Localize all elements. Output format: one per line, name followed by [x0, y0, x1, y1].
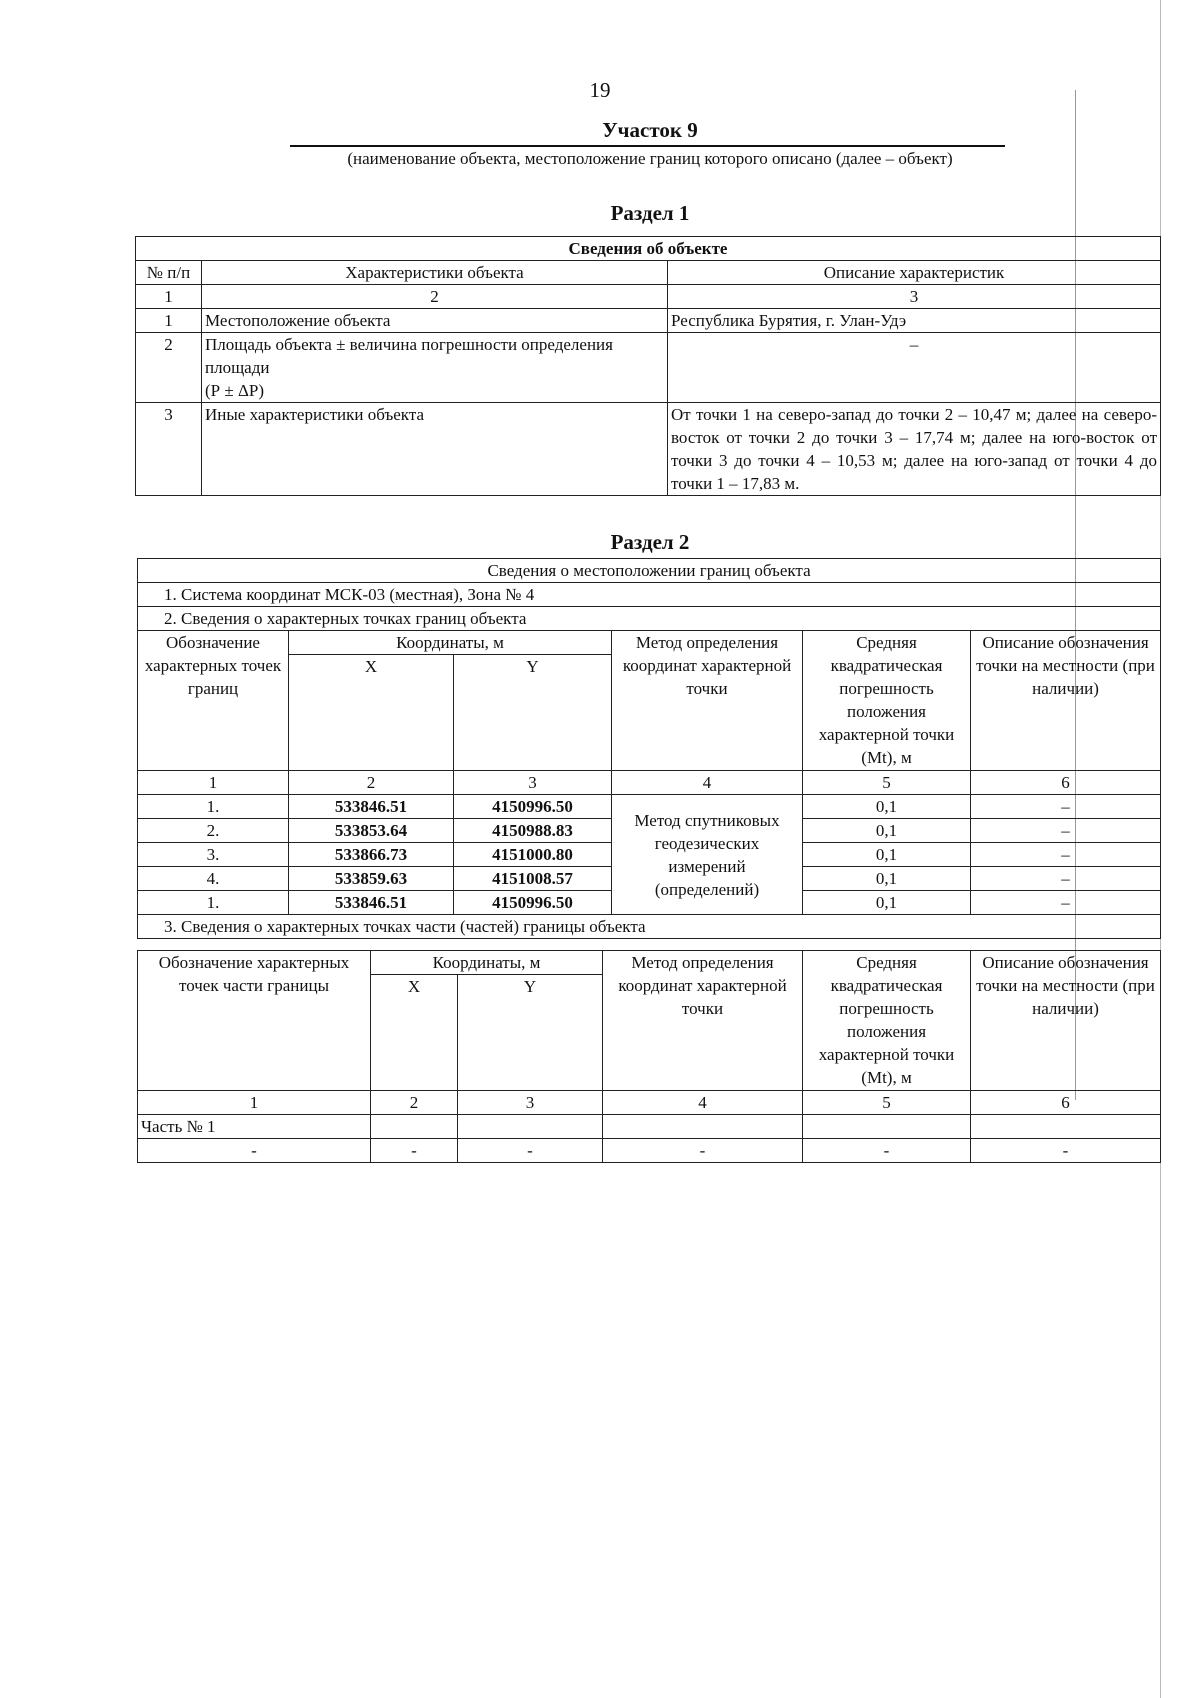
point-y: 4150996.50 [454, 891, 612, 915]
point-x: 533859.63 [289, 867, 454, 891]
header-num: № п/п [136, 261, 202, 285]
row-desc: – [668, 333, 1161, 403]
document-subtitle: (наименование объекта, местоположение границ которого описано (далее – объект) [347, 149, 953, 168]
point-mt: 0,1 [803, 843, 971, 867]
document-title: Участок 9 [602, 118, 698, 142]
header-description: Описание характеристик [668, 261, 1161, 285]
empty-cell: - [138, 1139, 371, 1163]
method-value: Метод спутниковых геодезических измерений (определений) [612, 795, 803, 915]
point-mt: 0,1 [803, 867, 971, 891]
header-coords: Координаты, м [289, 631, 612, 655]
header-point: Обозначение характерных точек границ [138, 631, 289, 771]
point-description: – [971, 795, 1161, 819]
header-error: Средняя квадратическая погрешность положения характерной точки (Mt), м [803, 631, 971, 771]
point-label: 1. [138, 795, 289, 819]
point-x: 533846.51 [289, 891, 454, 915]
col-number: 6 [971, 1091, 1161, 1115]
header-x: X [289, 655, 454, 771]
point-mt: 0,1 [803, 891, 971, 915]
header-characteristics: Характеристики объекта [202, 261, 668, 285]
section2-table [137, 558, 1161, 939]
col-number: 6 [971, 771, 1161, 795]
section1-table [135, 236, 1161, 496]
row-name: Площадь объекта ± величина погрешности определения площади (Р ± ΔР) [202, 333, 668, 403]
point-description: – [971, 891, 1161, 915]
row-number: 3 [136, 403, 202, 496]
point-y: 4151008.57 [454, 867, 612, 891]
point-mt: 0,1 [803, 819, 971, 843]
col-number: 3 [668, 285, 1161, 309]
col-number: 4 [612, 771, 803, 795]
point-label: 1. [138, 891, 289, 915]
col-number: 2 [289, 771, 454, 795]
row-name: Местоположение объекта [202, 309, 668, 333]
part-boundary-table [137, 950, 1161, 1163]
header-part-method: Метод определения координат характерной точки [603, 951, 803, 1091]
col-number: 4 [603, 1091, 803, 1115]
header-y: Y [454, 655, 612, 771]
point-description: – [971, 819, 1161, 843]
header-part-y: Y [458, 975, 603, 1091]
point-y: 4151000.80 [454, 843, 612, 867]
boundary-points-title: 2. Сведения о характерных точках границ объекта [138, 607, 1161, 631]
col-number: 3 [458, 1091, 603, 1115]
row-desc: От точки 1 на северо-запад до точки 2 – 10,47 м; далее на северо-восток от точки 2 до точки 3 – 17,74 м; далее на юго-восток от точки 3 до точки 4 – 10,53 м; далее на юго-запад от точки 4 до точки 1 – 17,83 м. [668, 403, 1161, 496]
point-mt: 0,1 [803, 795, 971, 819]
header-method: Метод определения координат характерной точки [612, 631, 803, 771]
header-point-description: Описание обозначения точки на местности (при наличии) [971, 631, 1161, 771]
point-y: 4150988.83 [454, 819, 612, 843]
point-label: 3. [138, 843, 289, 867]
col-number: 1 [138, 1091, 371, 1115]
empty-cell: - [971, 1139, 1161, 1163]
col-number: 1 [138, 771, 289, 795]
section2-heading: Раздел 2 [610, 530, 690, 554]
empty-cell: - [803, 1139, 971, 1163]
col-number: 5 [803, 1091, 971, 1115]
col-number: 3 [454, 771, 612, 795]
empty-cell: - [458, 1139, 603, 1163]
header-part-error: Средняя квадратическая погрешность положения характерной точки (Mt), м [803, 951, 971, 1091]
point-x: 533853.64 [289, 819, 454, 843]
header-part-description: Описание обозначения точки на местности (при наличии) [971, 951, 1161, 1091]
part-label: Часть № 1 [138, 1115, 371, 1139]
row-number: 1 [136, 309, 202, 333]
header-part-x: X [371, 975, 458, 1091]
header-part-coords: Координаты, м [371, 951, 603, 975]
table-row [138, 1139, 1161, 1163]
title-underline [290, 145, 1005, 147]
table-row [138, 795, 1161, 819]
point-x: 533866.73 [289, 843, 454, 867]
point-label: 4. [138, 867, 289, 891]
part-points-title: 3. Сведения о характерных точках части (частей) границы объекта [138, 915, 1161, 939]
point-label: 2. [138, 819, 289, 843]
empty-cell: - [603, 1139, 803, 1163]
row-desc: Республика Бурятия, г. Улан-Удэ [668, 309, 1161, 333]
empty-cell: - [371, 1139, 458, 1163]
point-description: – [971, 867, 1161, 891]
col-number: 1 [136, 285, 202, 309]
section1-table-title: Сведения об объекте [136, 237, 1161, 261]
row-number: 2 [136, 333, 202, 403]
col-number: 2 [202, 285, 668, 309]
section1-heading: Раздел 1 [610, 201, 690, 225]
point-description: – [971, 843, 1161, 867]
col-number: 2 [371, 1091, 458, 1115]
coordinate-system: 1. Система координат МСК-03 (местная), Зона № 4 [138, 583, 1161, 607]
point-y: 4150996.50 [454, 795, 612, 819]
header-part-point: Обозначение характерных точек части границы [138, 951, 371, 1091]
point-x: 533846.51 [289, 795, 454, 819]
section2-table-title: Сведения о местоположении границ объекта [138, 559, 1161, 583]
col-number: 5 [803, 771, 971, 795]
row-name: Иные характеристики объекта [202, 403, 668, 496]
page-number: 19 [589, 78, 611, 102]
